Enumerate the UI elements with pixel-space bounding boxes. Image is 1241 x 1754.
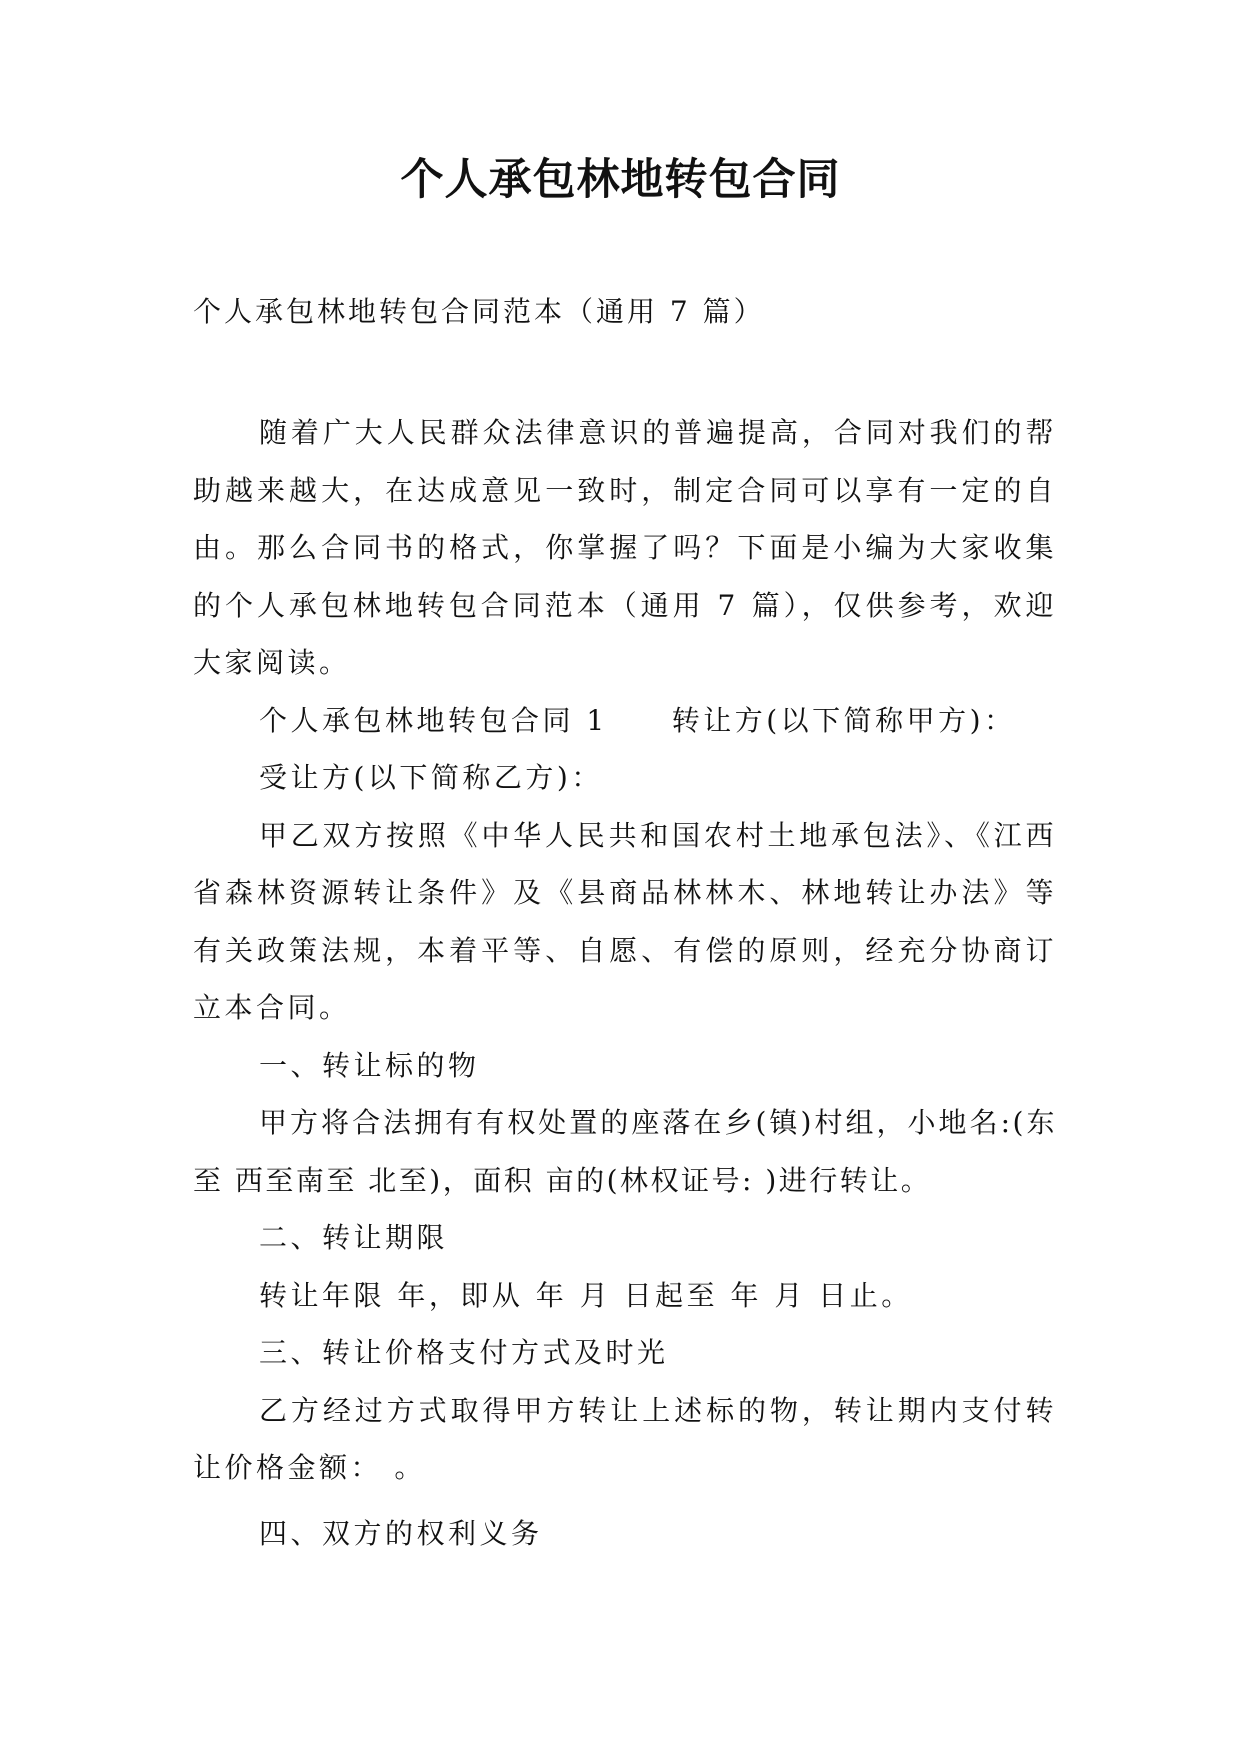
contract-heading: 个人承包林地转包合同 1 xyxy=(259,703,608,737)
transferor-label: 转让方(以下简称甲方)： xyxy=(671,703,1016,737)
contract-heading-line xyxy=(193,692,1057,750)
document-title: 个人承包林地转包合同 xyxy=(400,155,841,205)
section-2-body: 转让年限 年，即从 年 月 日起至 年 月 日止。 xyxy=(259,1278,913,1312)
section-3-body: 乙方经过方式取得甲方转让上述标的物，转让期内支付转让价格金额： 。 xyxy=(193,1393,1057,1484)
intro-paragraph: 随着广大人民群众法律意识的普遍提高，合同对我们的帮助越来越大，在达成意见一致时，制定合同可以享有一定的自由。那么合同书的格式，你掌握了吗？下面是小编为大家收集的个人承包林地转包合同范本（通用 7 篇），仅供参考，欢迎大家阅读。 xyxy=(193,416,1057,679)
section-4-title: 四、双方的权利义务 xyxy=(259,1516,543,1550)
section-3-title: 三、转让价格支付方式及时光 xyxy=(259,1336,669,1369)
section-1-title: 一、转让标的物 xyxy=(259,1048,480,1082)
transferee-label: 受让方(以下简称乙方)： xyxy=(259,761,603,794)
section-1-body: 甲方将合法拥有有权处置的座落在乡(镇)村组，小地名:(东至 西至南至 北至)，面积 亩的(林权证号: )进行转让。 xyxy=(193,1106,1057,1197)
preamble-paragraph: 甲乙双方按照《中华人民共和国农村土地承包法》、《江西省森林资源转让条件》及《县商品林林木、林地转让办法》等有关政策法规，本着平等、自愿、有偿的原则，经充分协商订立本合同。 xyxy=(193,818,1057,1024)
document-body xyxy=(193,404,1057,1562)
document-subtitle: 个人承包林地转包合同范本（通用 7 篇） xyxy=(193,295,765,328)
section-2-title: 二、转让期限 xyxy=(259,1221,449,1254)
